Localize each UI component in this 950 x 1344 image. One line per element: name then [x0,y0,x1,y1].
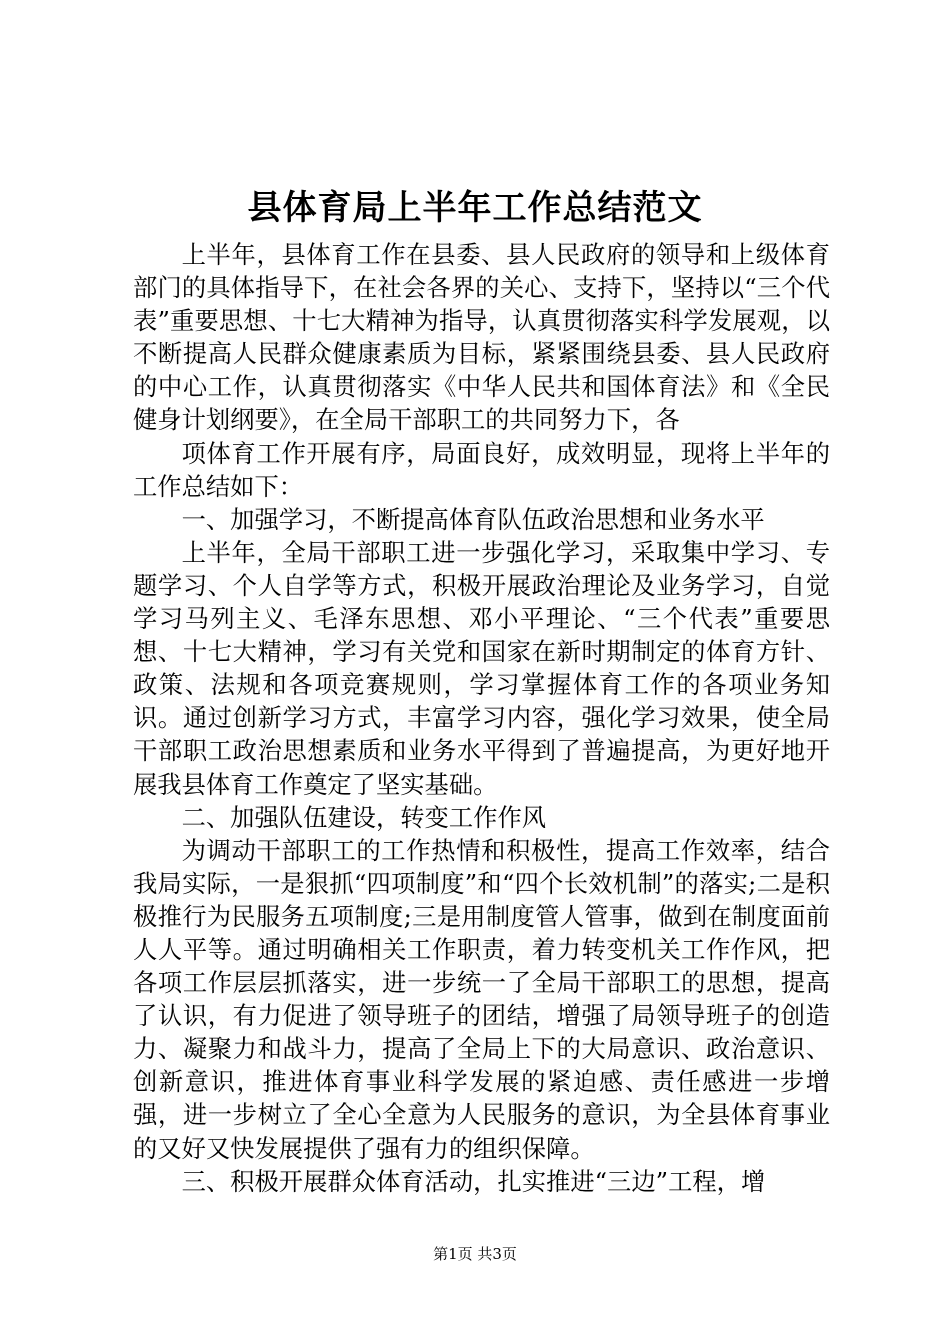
section-heading-2: 二、加强队伍建设，转变工作作风 [181,802,547,832]
paragraph-intro-continued: 项体育工作开展有序，局面良好，成效明显，现将上半年的工作总结如下： [133,438,830,501]
document-body [133,238,830,1198]
paragraph-section-1: 上半年，全局干部职工进一步强化学习，采取集中学习、专题学习、个人自学等方式，积极开展政治理论及业务学习，自觉学习马列主义、毛泽东思想、邓小平理论、“三个代表”重要思想、十七大精神，学习有关党和国家在新时期制定的体育方针、政策、法规和各项竞赛规则，学习掌握体育工作的各项业务知识。通过创新学习方式，丰富学习内容，强化学习效果，使全局干部职工政治思想素质和业务水平得到了普遍提高，为更好地开展我县体育工作奠定了坚实基础。 [133,537,830,799]
page-footer: 第1页 共3页 [433,1245,517,1263]
paragraph-intro: 上半年，县体育工作在县委、县人民政府的领导和上级体育部门的具体指导下，在社会各界的关心、支持下，坚持以“三个代表”重要思想、十七大精神为指导，认真贯彻落实科学发展观，以不断提高人民群众健康素质为目标，紧紧围绕县委、县人民政府的中心工作，认真贯彻落实《中华人民共和国体育法》和《全民健身计划纲要》，在全局干部职工的共同努力下，各 [133,240,830,435]
paragraph-section-2: 为调动干部职工的工作热情和积极性，提高工作效率，结合我局实际，一是狠抓“四项制度”和“四个长效机制”的落实;二是积极推行为民服务五项制度;三是用制度管人管事，做到在制度面前人人平等。通过明确相关工作职责，着力转变机关工作作风，把各项工作层层抓落实，进一步统一了全局干部职工的思想，提高了认识，有力促进了领导班子的团结，增强了局领导班子的创造力、凝聚力和战斗力，提高了全局上下的大局意识、政治意识、创新意识，推进体育事业科学发展的紧迫感、责任感进一步增强，进一步树立了全心全意为人民服务的意识，为全县体育事业的又好又快发展提供了强有力的组织保障。 [133,835,830,1163]
section-heading-1: 一、加强学习，不断提高体育队伍政治思想和业务水平 [181,504,765,534]
section-heading-3: 三、积极开展群众体育活动，扎实推进“三边”工程，增 [181,1166,766,1196]
document-title: 县体育局上半年工作总结范文 [247,188,703,228]
